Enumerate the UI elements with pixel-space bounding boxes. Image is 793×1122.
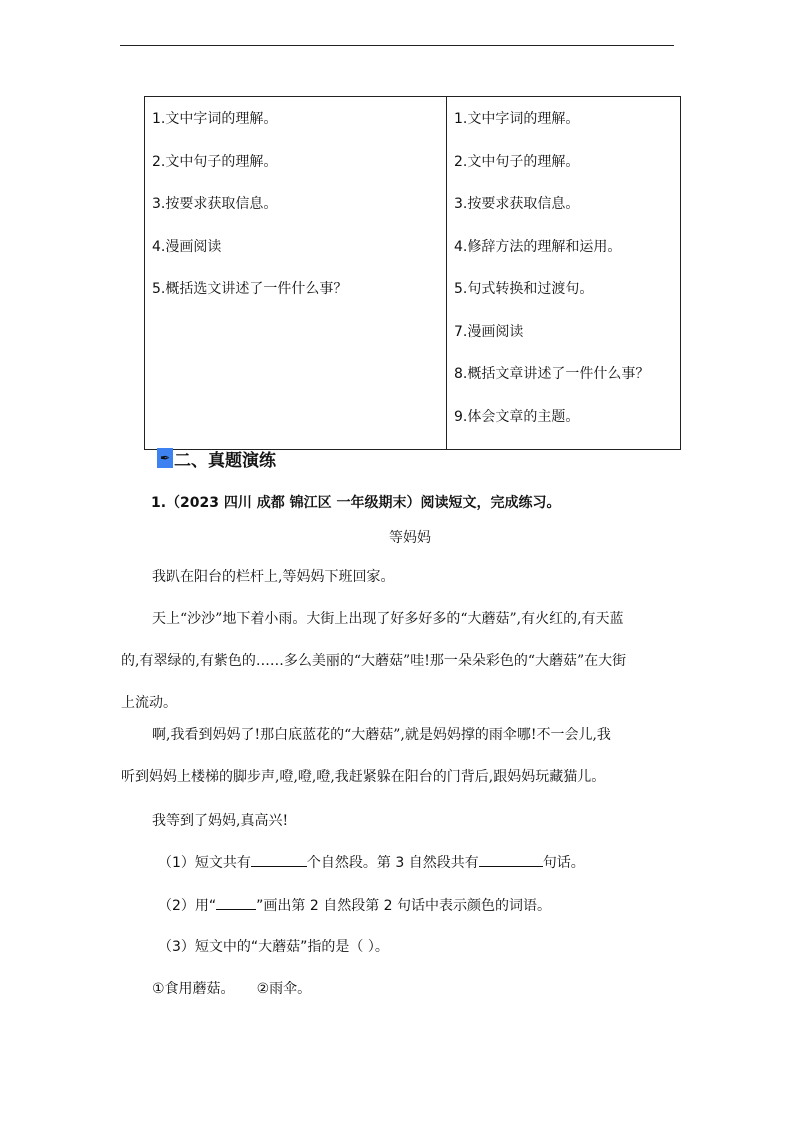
story-title: 等妈妈 [389, 530, 431, 546]
list-item: 5.概括选文讲述了一件什么事？ [152, 281, 348, 297]
table-cell-right [447, 97, 681, 450]
comparison-table [144, 96, 681, 450]
subquestion-text: ”画出第 2 自然段第 2 句话中表示颜色的词语。 [256, 898, 552, 914]
question-title: 1.（2023 四川 成都 锦江区 一年级期末）阅读短文，完成练习。 [151, 495, 561, 511]
list-item: 2.文中句子的理解。 [454, 153, 580, 170]
list-item: 7.漫画阅读 [454, 323, 524, 340]
subquestion-1 [158, 852, 585, 872]
answer-blank[interactable] [216, 895, 256, 910]
paragraph-1 [121, 567, 667, 607]
list-item: 1.文中字词的理解。 [152, 111, 278, 127]
subquestion-text: （2）用“ [158, 898, 217, 914]
option-2[interactable]: ②雨伞。 [256, 981, 312, 997]
paragraph-3 [121, 725, 667, 807]
paragraph-line: 听到妈妈上楼梯的脚步声,噔,噔,噔,我赶紧躲在阳台的门背后,跟妈妈玩藏猫儿。 [121, 769, 606, 785]
list-item: 3.按要求获取信息。 [454, 196, 580, 212]
section-title: 二、真题演练 [174, 450, 276, 471]
paragraph-line: 啊,我看到妈妈了!那白底蓝花的“大蘑菇”,就是妈妈撑的雨伞哪!不一会儿,我 [152, 727, 611, 743]
subquestion-3: （3）短文中的“大蘑菇”指的是（ ）。 [158, 939, 389, 955]
list-item: 4.修辞方法的理解和运用。 [454, 238, 622, 255]
header-rule [120, 45, 674, 46]
list-item: 4.漫画阅读 [152, 238, 222, 255]
table-cell-left [145, 97, 447, 450]
list-item: 1.文中字词的理解。 [454, 111, 580, 127]
list-item: 9.体会文章的主题。 [454, 408, 580, 425]
subquestion-2 [158, 895, 551, 915]
paragraph-line: 我等到了妈妈,真高兴! [152, 813, 289, 829]
list-item: 3.按要求获取信息。 [152, 196, 278, 212]
answer-blank[interactable] [251, 852, 307, 867]
option-1[interactable]: ①食用蘑菇。 [152, 981, 235, 997]
subquestion-text: 个自然段。第 3 自然段共有 [306, 855, 479, 871]
section-heading [157, 446, 276, 470]
answer-options [152, 978, 311, 998]
paragraph-line: 上流动。 [121, 695, 177, 711]
pen-icon: ✒ [157, 448, 173, 468]
subquestion-text: 句话。 [542, 855, 585, 871]
paragraph-2 [121, 609, 667, 733]
list-item: 8.概括文章讲述了一件什么事？ [454, 366, 650, 382]
paragraph-line: 我趴在阳台的栏杆上,等妈妈下班回家。 [152, 569, 395, 585]
subquestion-text: （1）短文共有 [158, 855, 251, 871]
table-row [145, 97, 681, 450]
paragraph-line: 的,有翠绿的,有紫色的……多么美丽的“大蘑菇”哇!那一朵朵彩色的“大蘑菇”在大街 [121, 653, 627, 669]
list-item: 2.文中句子的理解。 [152, 153, 278, 170]
list-item: 5.句式转换和过渡句。 [454, 281, 594, 297]
paragraph-4 [121, 811, 667, 851]
paragraph-line: 天上“沙沙”地下着小雨。大街上出现了好多好多的“大蘑菇”,有火红的,有天蓝 [152, 611, 624, 627]
answer-blank[interactable] [479, 852, 543, 867]
